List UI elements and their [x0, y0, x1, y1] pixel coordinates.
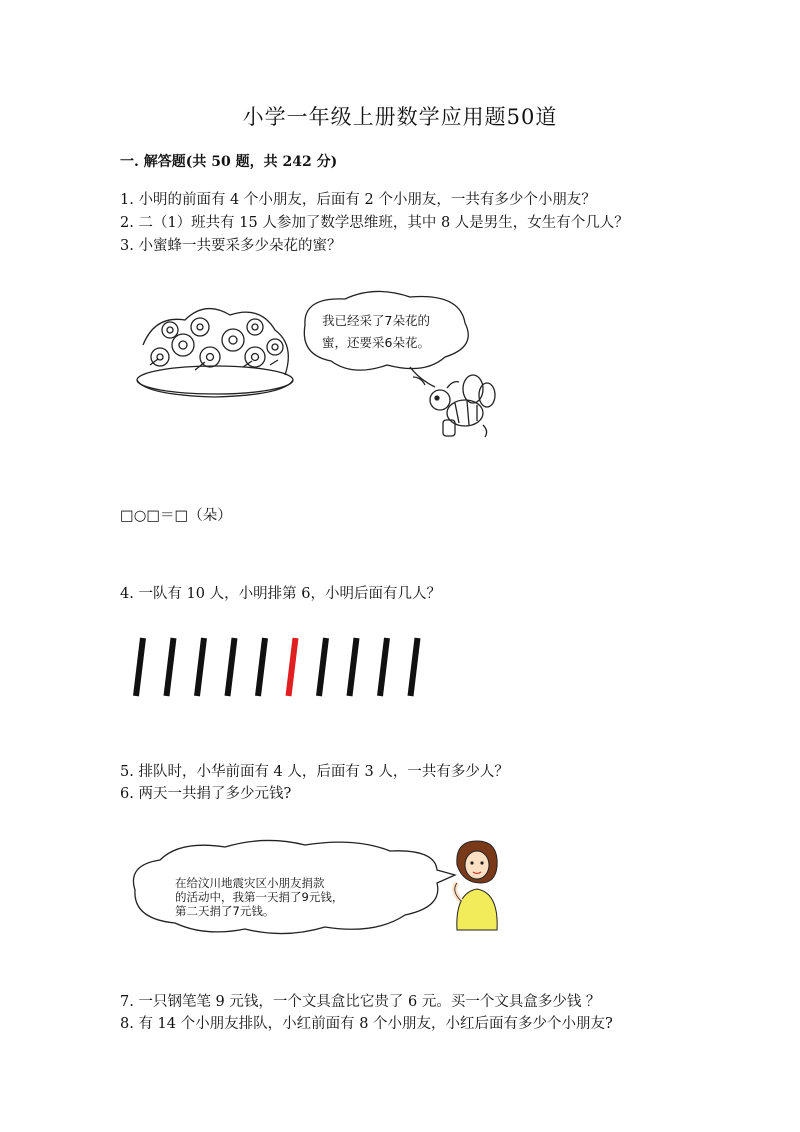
- queue-person: [228, 638, 235, 696]
- flower-basket-image: [137, 309, 293, 397]
- question-1: 1. 小明的前面有 4 个小朋友，后面有 2 个小朋友，一共有多少个小朋友？: [120, 192, 596, 208]
- queue-person: [167, 638, 174, 696]
- section-heading: 一. 解答题(共 50 题，共 242 分): [120, 154, 338, 170]
- question-5: 5. 排队时，小华前面有 4 人，后面有 3 人，一共有多少人？: [120, 764, 509, 780]
- bee-speech-line-2: 蜜，还要采6朵花。: [322, 335, 430, 350]
- donation-illustration: [125, 835, 515, 940]
- question-8: 8. 有 14 个小朋友排队，小红前面有 8 个小朋友，小红后面有多少个小朋友?: [120, 1016, 613, 1032]
- girl-speech-line-3: 第二天捐了7元钱。: [175, 904, 275, 918]
- queue-person: [380, 638, 387, 696]
- bee-speech-line-1: 我已经采了7朵花的: [322, 313, 430, 328]
- queue-person: [319, 638, 326, 696]
- flower-bee-illustration: [125, 285, 505, 460]
- question-3: 3. 小蜜蜂一共要采多少朵花的蜜？: [120, 238, 342, 254]
- queue-person: [258, 638, 265, 696]
- queue-person: [411, 638, 418, 696]
- girl-speech-line-2: 的活动中，我第一天捐了9元钱，: [175, 890, 344, 904]
- question-4: 4. 一队有 10 人，小明排第 6，小明后面有几人？: [120, 586, 441, 602]
- queue-person: [197, 638, 204, 696]
- question-2: 2. 二（1）班共有 15 人参加了数学思维班，其中 8 人是男生，女生有个几人？: [120, 215, 629, 231]
- girl-speech-line-1: 在给汶川地震灾区小朋友捐款: [175, 876, 325, 890]
- queue-person-xiaoming: [289, 638, 296, 696]
- queue-person: [136, 638, 143, 696]
- girl-image: [455, 841, 497, 930]
- equation-blank: □○□＝□（朵）: [120, 508, 232, 524]
- queue-illustration: [120, 630, 440, 705]
- page-title: 小学一年级上册数学应用题50道: [242, 105, 558, 129]
- bee-image: [413, 375, 495, 437]
- queue-person: [350, 638, 357, 696]
- question-6: 6. 两天一共捐了多少元钱?: [120, 786, 292, 802]
- question-7: 7. 一只钢笔笔 9 元钱，一个文具盒比它贵了 6 元。买一个文具盒多少钱 ？: [120, 994, 601, 1010]
